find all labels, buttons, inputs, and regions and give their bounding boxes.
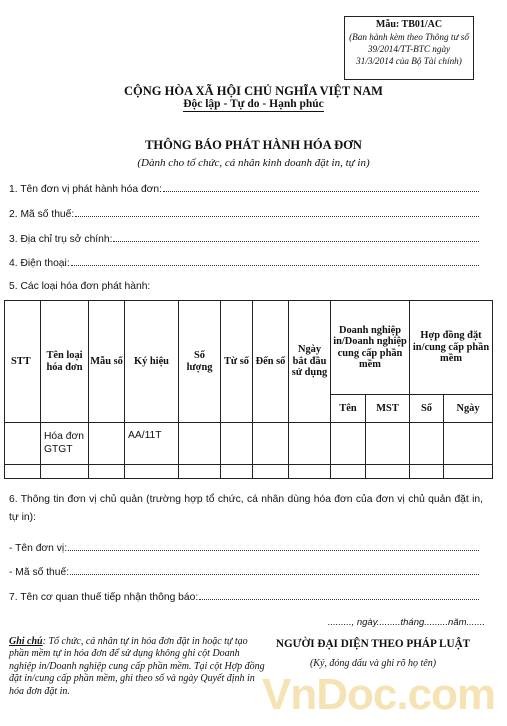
cell-stt[interactable] — [5, 423, 41, 465]
signature-note: (Ký, đóng dấu và ghi rõ họ tên) — [309, 658, 437, 669]
col-header-contract-date: Ngày — [444, 395, 493, 423]
col-header-name: Tên loại hóa đơn — [41, 301, 89, 423]
motto-text: Độc lập - Tự do - Hạnh phúc — [183, 98, 324, 110]
signature-title: NGƯỜI ĐẠI DIỆN THEO PHÁP LUẬT — [275, 638, 471, 650]
cell-contract-no[interactable] — [410, 423, 444, 465]
cell-from[interactable] — [221, 423, 253, 465]
col-header-printer-mst: MST — [366, 395, 410, 423]
cell-quantity[interactable] — [179, 423, 221, 465]
table-row — [5, 465, 493, 479]
issuer-name-field[interactable] — [9, 182, 479, 196]
section-6-text: 6. Thông tin đơn vị chủ quản (trường hợp tổ chức, cá nhân dùng hóa đơn của đơn vị chủ quản đặt in, tự in): — [9, 494, 483, 523]
tax-office-field[interactable] — [9, 590, 479, 604]
cell-to[interactable] — [253, 423, 289, 465]
nation-heading: CỘNG HÒA XÃ HỘI CHỦ NGHĨA VIỆT NAM — [124, 84, 383, 98]
phone-fill-line — [71, 256, 479, 266]
cell-start-date[interactable] — [289, 423, 331, 465]
cell-start-date[interactable] — [289, 465, 331, 479]
unit-name-fill-line — [68, 541, 479, 551]
cell-contract-date[interactable] — [444, 465, 493, 479]
form-code: Mẫu: TB01/AC — [375, 19, 443, 30]
phone-label: 4. Điện thoại: — [9, 258, 70, 269]
cell-contract-date[interactable] — [444, 423, 493, 465]
col-header-printer: Doanh nghiệp in/Doanh nghiệp cung cấp phần mềm — [331, 301, 410, 395]
form-code-note: (Ban hành kèm theo Thông tư số 39/2014/TT-BTC ngày 31/3/2014 của Bộ Tài chính) — [349, 32, 469, 66]
document-subtitle: (Dành cho tổ chức, cá nhân kinh doanh đặt in, tự in) — [137, 157, 370, 169]
tax-office-fill-line — [199, 590, 479, 600]
invoice-table — [4, 300, 493, 479]
col-header-contract: Hợp đồng đặt in/cung cấp phần mềm — [410, 301, 493, 395]
invoice-types-label: 5. Các loại hóa đơn phát hành: — [9, 281, 151, 292]
document-title: THÔNG BÁO PHÁT HÀNH HÓA ĐƠN — [145, 138, 362, 152]
issuer-name-label: 1. Tên đơn vị phát hành hóa đơn: — [9, 184, 163, 195]
cell-printer-mst[interactable] — [366, 465, 410, 479]
cell-from[interactable] — [221, 465, 253, 479]
footnote-text: : Tổ chức, cá nhân tự in hóa đơn đặt in hoặc tự tạo phần mềm tự in hóa đơn để sử dụng không ghi cột Doanh nghiệp in/Doanh nghiệp cung cấp phần mềm. Tại cột Hợp đồng đặt in/cung cấp phần mềm, ghi theo số và ngày Quyết định in hóa đơn đặt in. — [9, 636, 265, 697]
col-header-stt: STT — [5, 301, 41, 423]
footnote — [9, 636, 269, 698]
unit-name-label: - Tên đơn vị: — [9, 543, 68, 554]
issuer-name-fill-line — [163, 182, 479, 192]
tax-office-label: 7. Tên cơ quan thuế tiếp nhận thông báo: — [9, 592, 199, 603]
col-header-to: Đến số — [253, 301, 289, 423]
col-header-start-date: Ngày bắt đầu sử dụng — [289, 301, 331, 423]
col-header-quantity: Số lượng — [179, 301, 221, 423]
address-field[interactable] — [9, 232, 479, 246]
address-label: 3. Địa chỉ trụ sở chính: — [9, 234, 113, 245]
footnote-label: Ghi chú — [9, 636, 43, 647]
cell-printer-name[interactable] — [331, 465, 366, 479]
col-header-contract-no: Số — [410, 395, 444, 423]
unit-tax-code-label: - Mã số thuế: — [9, 567, 70, 578]
watermark-logo: VnDoc.com — [262, 670, 496, 719]
col-header-template: Mẫu số — [89, 301, 125, 423]
table-row — [5, 423, 493, 465]
cell-name[interactable]: Hóa đơn GTGT — [41, 423, 89, 465]
motto-heading — [0, 98, 507, 110]
cell-stt[interactable] — [5, 465, 41, 479]
cell-symbol[interactable]: AA/11T — [125, 423, 179, 465]
tax-code-field[interactable] — [9, 207, 479, 221]
tax-code-label: 2. Mã số thuế: — [9, 209, 75, 220]
cell-name[interactable] — [41, 465, 89, 479]
cell-quantity[interactable] — [179, 465, 221, 479]
date-line: ........., ngày.........tháng.........năm....... — [327, 617, 485, 628]
address-fill-line — [113, 232, 479, 242]
cell-printer-mst[interactable] — [366, 423, 410, 465]
unit-name-field[interactable] — [9, 541, 479, 555]
cell-template[interactable] — [89, 465, 125, 479]
col-header-printer-name: Tên — [331, 395, 366, 423]
col-header-symbol: Ký hiệu — [125, 301, 179, 423]
col-header-from: Từ số — [221, 301, 253, 423]
form-code-box — [344, 16, 474, 80]
cell-template[interactable] — [89, 423, 125, 465]
tax-code-fill-line — [75, 207, 479, 217]
cell-symbol[interactable] — [125, 465, 179, 479]
unit-tax-code-fill-line — [70, 565, 479, 575]
cell-to[interactable] — [253, 465, 289, 479]
unit-tax-code-field[interactable] — [9, 565, 479, 579]
phone-field[interactable] — [9, 256, 479, 270]
cell-printer-name[interactable] — [331, 423, 366, 465]
cell-contract-no[interactable] — [410, 465, 444, 479]
